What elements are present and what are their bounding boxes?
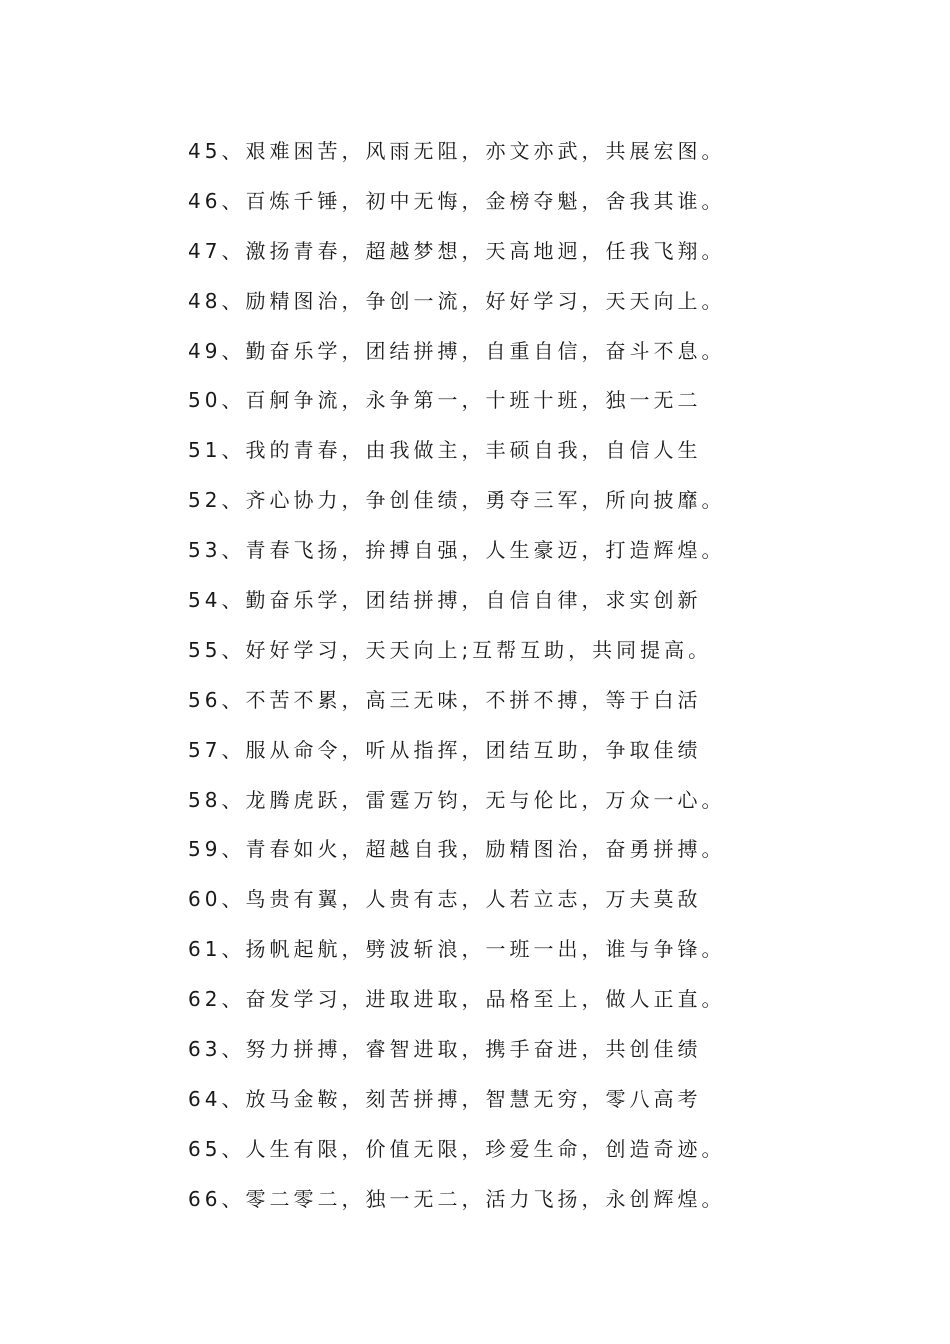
slogan-line: 57、服从命令，听从指挥，团结互助，争取佳绩 <box>188 737 702 762</box>
slogan-line: 45、艰难困苦，风雨无阻，亦文亦武，共展宏图。 <box>188 139 726 163</box>
slogan-line: 51、我的青春，由我做主，丰硕自我，自信人生 <box>188 438 702 463</box>
slogan-line: 58、龙腾虎跃，雷霆万钧，无与伦比，万众一心。 <box>188 787 726 812</box>
slogan-line: 64、放马金鞍，刻苦拼搏，智慧无穷，零八高考 <box>188 1086 702 1111</box>
slogan-list <box>188 132 725 1230</box>
slogan-line: 46、百炼千锤，初中无悔，金榜夺魁，舍我其谁。 <box>188 188 726 213</box>
slogan-line: 65、人生有限，价值无限，珍爱生命，创造奇迹。 <box>188 1136 726 1161</box>
slogan-line: 55、好好学习，天天向上;互帮互助，共同提高。 <box>188 637 713 662</box>
slogan-line: 53、青春飞扬，拚搏自强，人生豪迈，打造辉煌。 <box>188 538 726 563</box>
slogan-line: 48、励精图治，争创一流，好好学习，天天向上。 <box>188 288 726 313</box>
slogan-line: 66、零二零二，独一无二，活力飞扬，永创辉煌。 <box>188 1186 726 1211</box>
slogan-line: 54、勤奋乐学，团结拼搏，自信自律，求实创新 <box>188 588 702 613</box>
slogan-line: 61、扬帆起航，劈波斩浪，一班一出，谁与争锋。 <box>188 937 726 962</box>
slogan-line: 62、奋发学习，进取进取，品格至上，做人正直。 <box>188 987 726 1012</box>
slogan-line: 63、努力拼搏，睿智进取，携手奋进，共创佳绩 <box>188 1037 702 1062</box>
slogan-line: 59、青春如火，超越自我，励精图治，奋勇拼搏。 <box>188 837 726 862</box>
slogan-line: 50、百舸争流，永争第一，十班十班，独一无二 <box>188 388 702 413</box>
slogan-line: 49、勤奋乐学，团结拼搏，自重自信，奋斗不息。 <box>188 338 726 363</box>
slogan-line: 47、激扬青春，超越梦想，天高地迥，任我飞翔。 <box>188 238 726 263</box>
slogan-line: 60、鸟贵有翼，人贵有志，人若立志，万夫莫敌 <box>188 887 702 912</box>
slogan-line: 52、齐心协力，争创佳绩，勇夺三军，所向披靡。 <box>188 488 726 513</box>
slogan-line: 56、不苦不累，高三无味，不拼不搏，等于白活 <box>188 687 702 712</box>
